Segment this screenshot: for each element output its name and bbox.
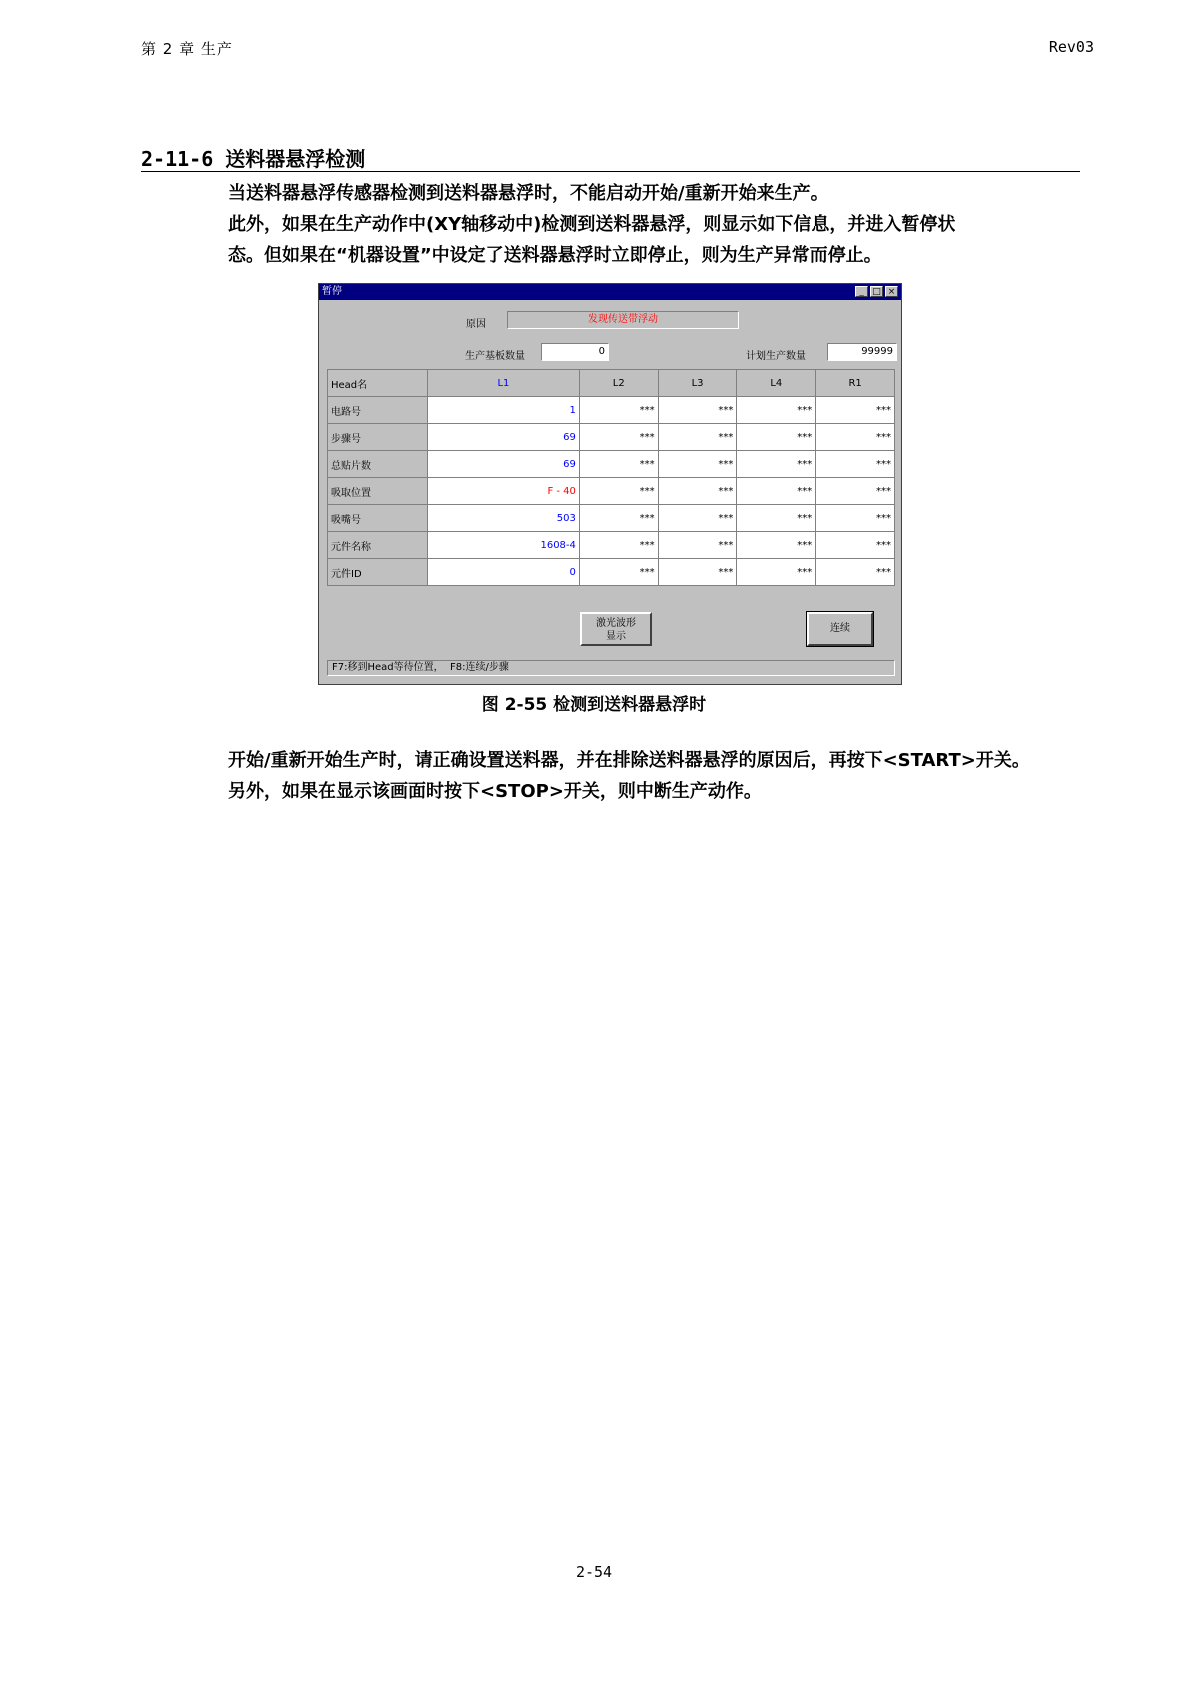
table-row <box>328 505 895 532</box>
revision-label: Rev03 <box>1048 38 1094 56</box>
table-cell: *** <box>816 559 895 586</box>
table-cell: *** <box>658 478 737 505</box>
row-label: 吸取位置 <box>328 478 428 505</box>
table-cell: *** <box>658 424 737 451</box>
column-header: L2 <box>579 370 658 397</box>
paragraph-4: 开始/重新开始生产时，请正确设置送料器，并在排除送料器悬浮的原因后，再按下<START>开关。 <box>228 750 1030 771</box>
table-cell: *** <box>658 532 737 559</box>
table-cell: 69 <box>428 451 580 478</box>
pause-dialog <box>318 283 902 685</box>
cause-label: 原因 <box>466 319 486 330</box>
table-cell: *** <box>579 397 658 424</box>
section-heading <box>141 143 1080 172</box>
board-count-value: 0 <box>541 343 609 361</box>
column-header: R1 <box>816 370 895 397</box>
column-header: Head名 <box>328 370 428 397</box>
table-cell: *** <box>579 505 658 532</box>
cause-value: 发现传送带浮动 <box>507 311 739 329</box>
row-label: 总贴片数 <box>328 451 428 478</box>
table-cell: *** <box>816 397 895 424</box>
table-row <box>328 559 895 586</box>
table-cell: 1 <box>428 397 580 424</box>
row-label: 吸嘴号 <box>328 505 428 532</box>
dialog-titlebar <box>319 284 901 300</box>
plan-count-value: 99999 <box>827 343 897 361</box>
table-cell: *** <box>816 478 895 505</box>
column-header: L1 <box>428 370 580 397</box>
column-header: L4 <box>737 370 816 397</box>
table-cell: *** <box>658 559 737 586</box>
status-bar: F7:移到Head等待位置， F8:连续/步骤 <box>327 660 895 676</box>
table-cell: *** <box>658 397 737 424</box>
table-cell: 503 <box>428 505 580 532</box>
row-label: 元件名称 <box>328 532 428 559</box>
section-number: 2-11-6 <box>141 147 214 171</box>
paragraph-3: 态。但如果在“机器设置”中设定了送料器悬浮时立即停止，则为生产异常而停止。 <box>228 245 882 266</box>
table-row <box>328 397 895 424</box>
close-icon[interactable]: × <box>885 286 898 297</box>
table-cell: *** <box>737 451 816 478</box>
table-cell: *** <box>737 505 816 532</box>
paragraph-2: 此外，如果在生产动作中(XY轴移动中)检测到送料器悬浮，则显示如下信息，并进入暂停状 <box>228 214 956 235</box>
table-row <box>328 478 895 505</box>
paragraph-1: 当送料器悬浮传感器检测到送料器悬浮时，不能启动开始/重新开始来生产。 <box>228 183 829 204</box>
table-cell: *** <box>737 424 816 451</box>
page-number: 2-54 <box>575 1563 613 1581</box>
dialog-title: 暂停 <box>322 286 342 297</box>
table-cell: *** <box>579 451 658 478</box>
table-row <box>328 451 895 478</box>
table-cell: *** <box>579 478 658 505</box>
board-count-label: 生产基板数量 <box>465 351 525 362</box>
window-controls <box>855 286 898 297</box>
table-cell: *** <box>579 424 658 451</box>
section-title: 送料器悬浮检测 <box>225 147 366 171</box>
continue-button[interactable]: 连续 <box>807 612 873 646</box>
chapter-header: 第 2 章 生产 <box>141 40 233 58</box>
table-header-row <box>328 370 895 397</box>
table-cell: *** <box>579 559 658 586</box>
maximize-icon[interactable]: □ <box>870 286 883 297</box>
table-cell: *** <box>737 478 816 505</box>
table-cell: *** <box>737 397 816 424</box>
table-cell: 1608-4 <box>428 532 580 559</box>
table-cell: *** <box>816 451 895 478</box>
table-cell: *** <box>737 559 816 586</box>
table-cell: *** <box>579 532 658 559</box>
table-cell: *** <box>816 532 895 559</box>
row-label: 步骤号 <box>328 424 428 451</box>
table-cell: F - 40 <box>428 478 580 505</box>
table-row <box>328 424 895 451</box>
table-row <box>328 532 895 559</box>
table-cell: *** <box>816 424 895 451</box>
minimize-icon[interactable]: _ <box>855 286 868 297</box>
table-cell: 0 <box>428 559 580 586</box>
table-cell: 69 <box>428 424 580 451</box>
table-cell: *** <box>658 505 737 532</box>
column-header: L3 <box>658 370 737 397</box>
table-cell: *** <box>737 532 816 559</box>
plan-count-label: 计划生产数量 <box>746 351 806 362</box>
row-label: 电路号 <box>328 397 428 424</box>
table-cell: *** <box>816 505 895 532</box>
paragraph-5: 另外，如果在显示该画面时按下<STOP>开关，则中断生产动作。 <box>228 781 762 802</box>
figure-caption: 图 2-55 检测到送料器悬浮时 <box>481 695 707 715</box>
head-status-table <box>327 369 895 586</box>
row-label: 元件ID <box>328 559 428 586</box>
laser-waveform-button[interactable]: 激光波形 显示 <box>580 612 652 646</box>
table-cell: *** <box>658 451 737 478</box>
